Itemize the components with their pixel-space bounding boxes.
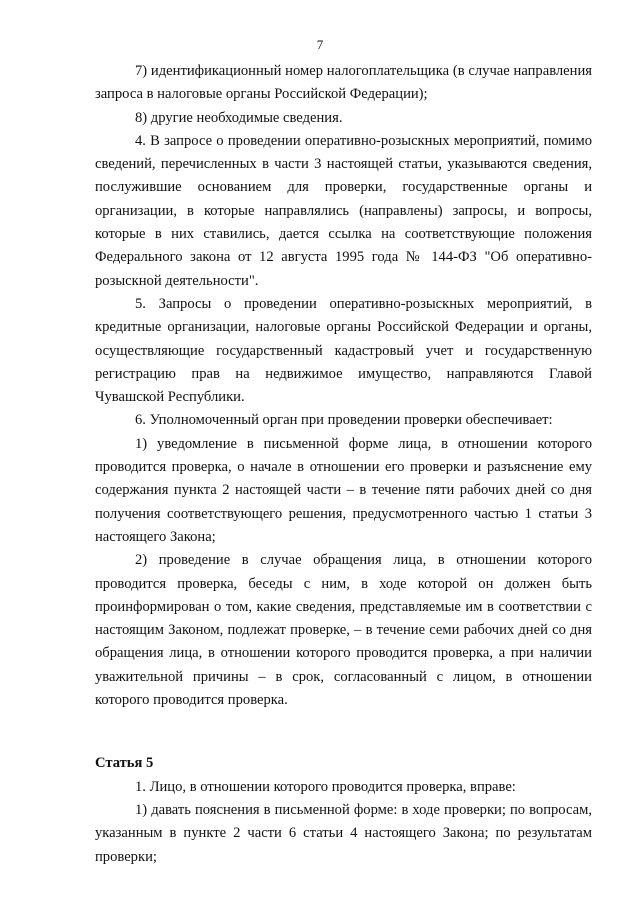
- paragraph-part-6-item-2: 2) проведение в случае обращения лица, в отношении которого проводится проверка, беседы с ним, в ходе которой он должен быть проинформирован о том, какие сведения, представляемые им в соответствии с настоящим Законом, подлежат проверке, – в течение семи рабочих дней со дня обращения лица, в отношении которого проводится проверка, а при наличии уважительной причины – в срок, согласованный с лицом, в отношении которого проводится проверка.: [95, 552, 592, 709]
- paragraph-article5-part-1: 1. Лицо, в отношении которого проводится проверка, вправе:: [135, 778, 516, 795]
- paragraph-part-5: 5. Запросы о проведении оперативно-розыскных мероприятий, в кредитные организации, налоговые органы Российской Федерации и органы, осуществляющие государственный кадастровый учет и государственную регистрацию прав на недвижимое имущество, направляются Главой Чувашской Республики.: [95, 295, 592, 406]
- paragraph-item-7: 7) идентификационный номер налогоплательщика (в случае направления запроса в налоговые органы Российской Федерации);: [95, 63, 592, 103]
- paragraph-part-6: 6. Уполномоченный орган при проведении проверки обеспечивает:: [135, 412, 553, 429]
- paragraph-item-8: 8) другие необходимые сведения.: [135, 109, 343, 126]
- paragraph-part-6-item-1: 1) уведомление в письменной форме лица, в отношении которого проводится проверка, о начале в отношении его проверки и разъяснение ему содержания пункта 2 настоящей части – в течение пяти рабочих дней со дня получения соответствующего решения, предусмотренного частью 1 статьи 3 настоящего Закона;: [95, 435, 592, 545]
- article-heading: Статья 5: [95, 755, 154, 772]
- document-body: [95, 60, 592, 869]
- paragraph-article5-item-1: 1) давать пояснения в письменной форме: в ходе проверки; по вопросам, указанным в пункте 2 части 6 статьи 4 настоящего Закона; по результатам проверки;: [95, 801, 592, 865]
- paragraph-part-4: 4. В запросе о проведении оперативно-розыскных мероприятий, помимо сведений, перечисленных в части 3 настоящей статьи, указываются сведения, послужившие основанием для проверки, государственные органы и организации, в которые направлялись (направлены) запросы, и вопросы, которые в них ставились, дается ссылка на соответствующие положения Федерального закона от 12 августа 1995 года № 144-ФЗ "Об оперативно-розыскной деятельности".: [95, 132, 592, 289]
- page-number: 7: [316, 37, 324, 52]
